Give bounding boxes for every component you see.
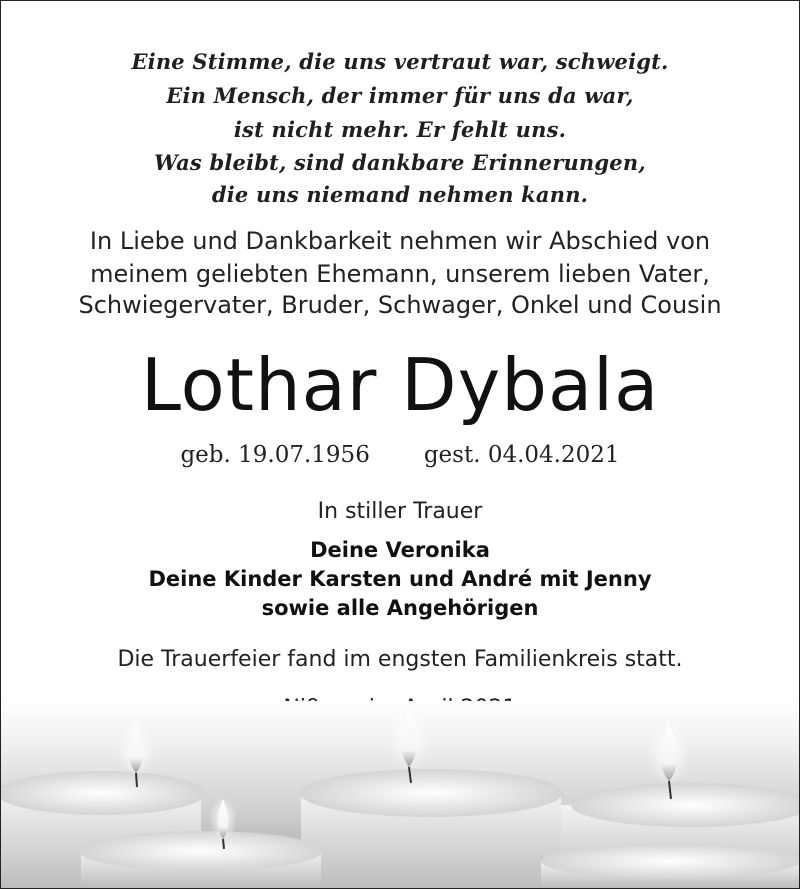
intro-line-1: In Liebe und Dankbarkeit nehmen wir Abschied von <box>89 227 711 255</box>
birth-date: geb. 19.07.1956 <box>180 442 370 468</box>
candles-photo <box>1 701 799 888</box>
mourner-line-2: Deine Kinder Karsten und André mit Jenny <box>148 567 652 591</box>
verse-line-1: Eine Stimme, die uns vertraut war, schweigt. <box>131 49 669 74</box>
funeral-note: Die Trauerfeier fand im engsten Familienkreis statt. <box>117 647 683 672</box>
candle-front-right <box>541 843 799 888</box>
mourner-line-1: Deine Veronika <box>310 538 490 562</box>
death-date: gest. 04.04.2021 <box>423 442 620 468</box>
verse-line-4: Was bleibt, sind dankbare Erinnerungen, <box>154 150 646 175</box>
intro-line-3: Schwiegervater, Bruder, Schwager, Onkel und Cousin <box>78 291 722 319</box>
verse-line-3: ist nicht mehr. Er fehlt uns. <box>233 117 567 142</box>
verse-line-5: die uns niemand nehmen kann. <box>211 182 589 207</box>
intro-line-2: meinem geliebten Ehemann, unserem lieben Vater, <box>90 260 710 288</box>
deceased-name: Lothar Dybala <box>140 343 660 427</box>
verse-line-2: Ein Mensch, der immer für uns da war, <box>166 83 634 108</box>
mourner-line-3: sowie alle Angehörigen <box>261 596 539 620</box>
life-dates <box>1 442 799 468</box>
mourning-intro: In stiller Trauer <box>317 499 483 524</box>
